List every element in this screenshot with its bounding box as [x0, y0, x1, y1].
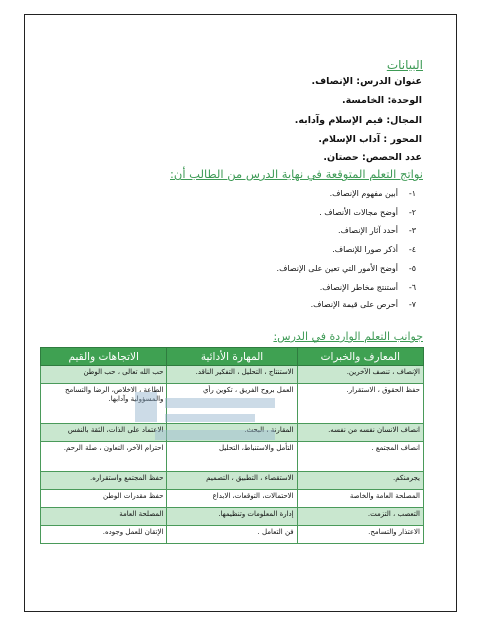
column-header: المعارف والخبرات: [297, 348, 423, 366]
outcomes-heading: نواتج التعلم المتوقعة في نهاية الدرس من الطالب أن:: [170, 167, 423, 181]
learning-aspects-table: [40, 347, 424, 544]
data-heading: البيانات: [386, 58, 423, 72]
objective-item: ٥-أوضح الأمور التي تعين على الإنصاف.: [276, 264, 416, 273]
table-row: انصاف الانسان نفسه من نفسه. المقارنة ، البحث. الاعتماد على الذات، الثقة بالنفس: [41, 424, 424, 442]
objective-item: ٢-أوضح مجالات الأنصاف .: [319, 208, 416, 217]
column-header: الاتجاهات والقيم: [41, 348, 167, 366]
table-row: الإنصاف ، تنصف الآخرين. الاستنتاج ، التحليل ، التفكير الناقد. حب الله تعالى ، حب الوطن: [41, 366, 424, 384]
table-row: التعصب ، التزمت. إدارة المعلومات وتنظيمها. المصلحة العامة: [41, 508, 424, 526]
column-header: المهارة الأدائية: [167, 348, 297, 366]
table-row: الاعتذار والتسامح. فن التعامل . الإتقان للعمل وجوده.: [41, 526, 424, 544]
lesson-unit: الوحدة: الخامسة.: [342, 95, 422, 106]
objective-item: ٦-أستنتج مخاطر الإنصاف.: [319, 283, 416, 292]
table-row: انصاف المجتمع . التأمل والاستنباط، التحليل احترام الآخر، التعاون ، صلة الرحم.: [41, 442, 424, 472]
objective-item: ١-أبين مفهوم الإنصاف.: [329, 189, 416, 198]
table-row: يجرمنكم. الاستقصاء ، التطبيق ، التصميم حفظ المجتمع واستقراره.: [41, 472, 424, 490]
table-row: المصلحة العامة والخاصة الاحتمالات، التوقعات، الابداع حفظ مقدرات الوطن: [41, 490, 424, 508]
lesson-axis: المحور : آداب الإسلام.: [318, 134, 422, 145]
objective-item: ٤-أذكر صورا للإنصاف.: [332, 245, 416, 254]
objective-item: ٣-أحدد آثار الإنصاف.: [338, 226, 416, 235]
lesson-title: عنوان الدرس: الإنصاف.: [311, 76, 422, 87]
lesson-domain: المجال: قيم الإسلام وآدابه.: [294, 115, 422, 126]
objective-item: ٧-أحرص على قيمة الإنصاف.: [310, 300, 416, 309]
aspects-heading: جوانب التعلم الواردة في الدرس:: [273, 330, 423, 343]
lesson-periods: عدد الحصص: حصتان.: [323, 152, 422, 163]
table-row: حفظ الحقوق ، الاستقرار. العمل بروح الفريق ، تكوين رأي الطاعة ، الاخلاص، الرضا والتسامح والمسؤولية وآدابها.: [41, 384, 424, 424]
